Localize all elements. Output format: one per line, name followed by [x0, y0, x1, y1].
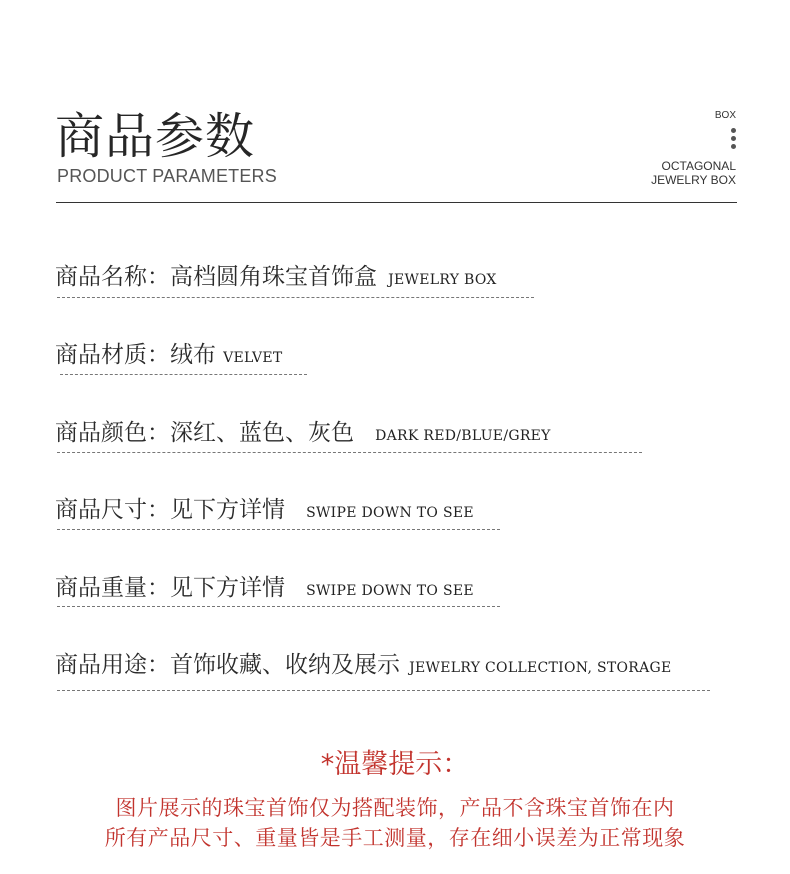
param-value: 首饰收藏、收纳及展示	[170, 652, 400, 678]
param-key: 商品用途：	[55, 652, 170, 678]
param-en: JEWELRY BOX	[388, 272, 497, 288]
header-divider	[56, 202, 737, 203]
param-divider	[57, 606, 500, 607]
param-key: 商品尺寸：	[55, 497, 170, 523]
param-en: DARK RED/BLUE/GREY	[375, 428, 551, 444]
param-row-usage	[55, 646, 672, 679]
page-title: 商品参数	[55, 108, 256, 165]
product-type-line2: JEWELRY BOX	[651, 173, 736, 187]
param-row-weight	[55, 569, 474, 602]
param-divider	[60, 374, 307, 375]
tips-line-2: 所有产品尺寸、重量皆是手工测量，存在细小误差为正常现象	[104, 826, 686, 850]
param-value: 深红、蓝色、灰色	[170, 420, 354, 446]
param-row-material	[55, 336, 283, 369]
param-en: VELVET	[223, 350, 283, 366]
param-key: 商品重量：	[55, 575, 170, 601]
param-divider	[57, 529, 500, 530]
param-en: SWIPE DOWN TO SEE	[306, 583, 474, 599]
vertical-dots-icon	[731, 128, 737, 152]
param-row-color	[55, 414, 551, 447]
param-key: 商品材质：	[55, 342, 170, 368]
param-divider	[57, 690, 710, 691]
param-en: JEWELRY COLLECTION, STORAGE	[409, 660, 672, 676]
tips-line-1: 图片展示的珠宝首饰仅为搭配装饰，产品不含珠宝首饰在内	[115, 796, 675, 820]
product-type-line1: OCTAGONAL	[661, 159, 736, 173]
param-value: 绒布	[170, 342, 216, 368]
param-divider	[57, 452, 642, 453]
box-label: BOX	[714, 110, 736, 121]
param-key: 商品名称：	[55, 264, 170, 290]
param-value: 见下方详情	[170, 575, 285, 601]
param-value: 见下方详情	[170, 497, 285, 523]
product-type	[651, 159, 736, 187]
page-subtitle: PRODUCT PARAMETERS	[57, 166, 277, 186]
param-en: SWIPE DOWN TO SEE	[306, 505, 474, 521]
param-row-name	[55, 258, 497, 291]
tips-title: *温馨提示：	[320, 749, 470, 780]
param-divider	[57, 297, 534, 298]
param-value: 高档圆角珠宝首饰盒	[170, 264, 377, 290]
param-row-size	[55, 491, 474, 524]
param-key: 商品颜色：	[55, 420, 170, 446]
